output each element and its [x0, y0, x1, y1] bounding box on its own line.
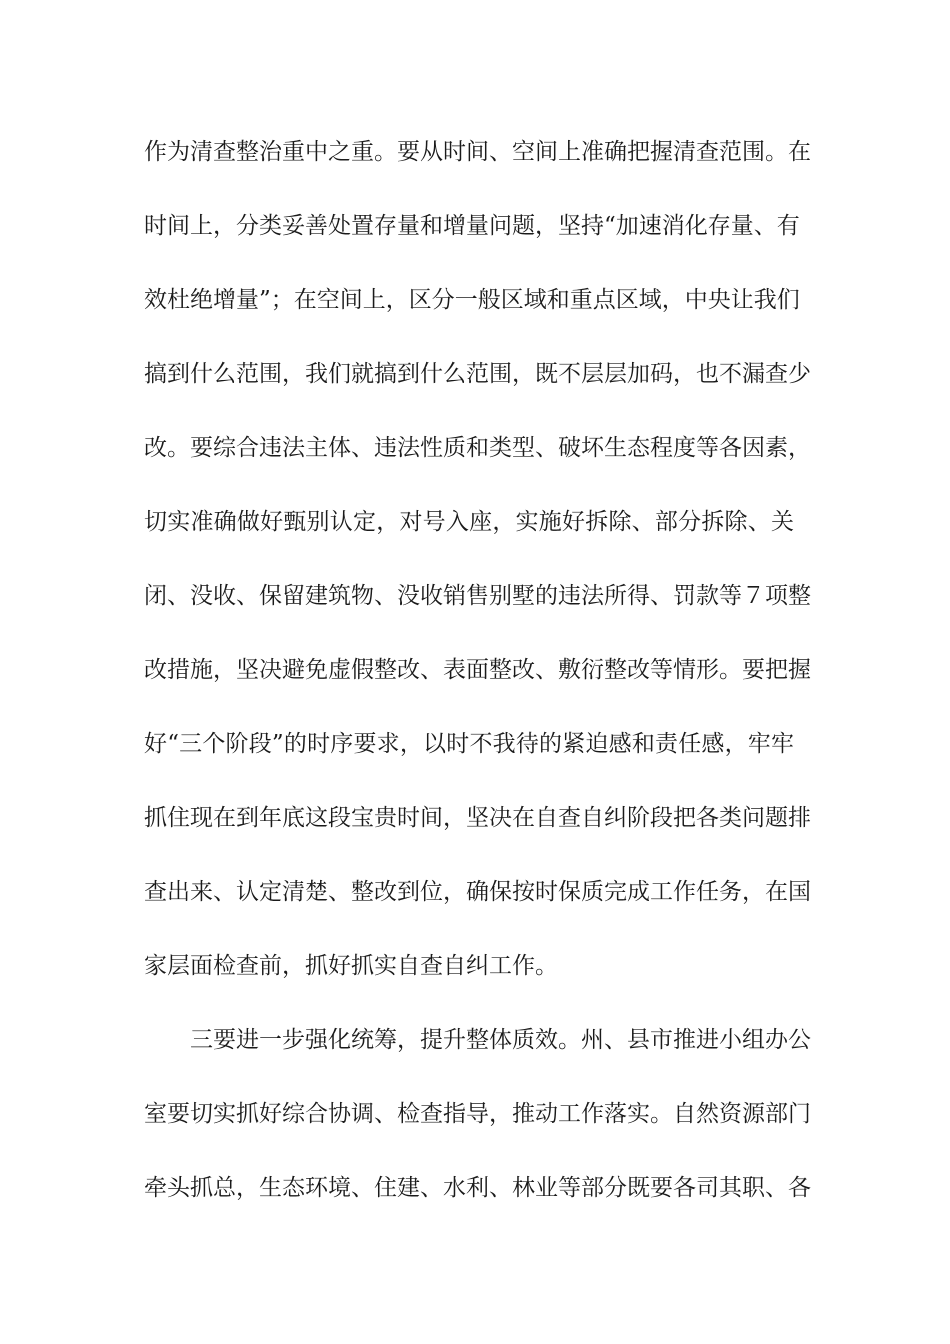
- text-line: 改措施，坚决避免虚假整改、表面整改、敷衍整改等情形。要把握: [144, 657, 811, 683]
- text-line: 牵头抓总，生态环境、住建、水利、林业等部分既要各司其职、各: [144, 1175, 811, 1201]
- text-line: 搞到什么范围，我们就搞到什么范围，既不层层加码，也不漏查少: [144, 361, 811, 387]
- text-line: 作为清查整治重中之重。要从时间、空间上准确把握清查范围。在: [144, 139, 811, 165]
- text-line: 室要切实抓好综合协调、检查指导，推动工作落实。自然资源部门: [144, 1101, 811, 1127]
- text-line: 查出来、认定清楚、整改到位，确保按时保质完成工作任务，在国: [144, 879, 811, 905]
- text-line: 好“三个阶段”的时序要求，以时不我待的紧迫感和责任感，牢牢: [144, 731, 794, 757]
- paragraph-end-line: 家层面检查前，抓好抓实自查自纠工作。: [144, 953, 558, 979]
- text-line: 闭、没收、保留建筑物、没收销售别墅的违法所得、罚款等７项整: [144, 583, 811, 609]
- text-line: 时间上，分类妥善处置存量和增量问题，坚持“加速消化存量、有: [144, 213, 800, 239]
- paragraph-start-line: 三要进一步强化统筹，提升整体质效。州、县市推进小组办公: [190, 1027, 811, 1053]
- document-body: [144, 124, 811, 1234]
- text-line: 切实准确做好甄别认定，对号入座，实施好拆除、部分拆除、关: [144, 509, 794, 535]
- text-line: 改。要综合违法主体、违法性质和类型、破坏生态程度等各因素，: [144, 435, 811, 461]
- text-line: 抓住现在到年底这段宝贵时间，坚决在自查自纠阶段把各类问题排: [144, 805, 811, 831]
- text-line: 效杜绝增量”；在空间上，区分一般区域和重点区域，中央让我们: [144, 287, 800, 313]
